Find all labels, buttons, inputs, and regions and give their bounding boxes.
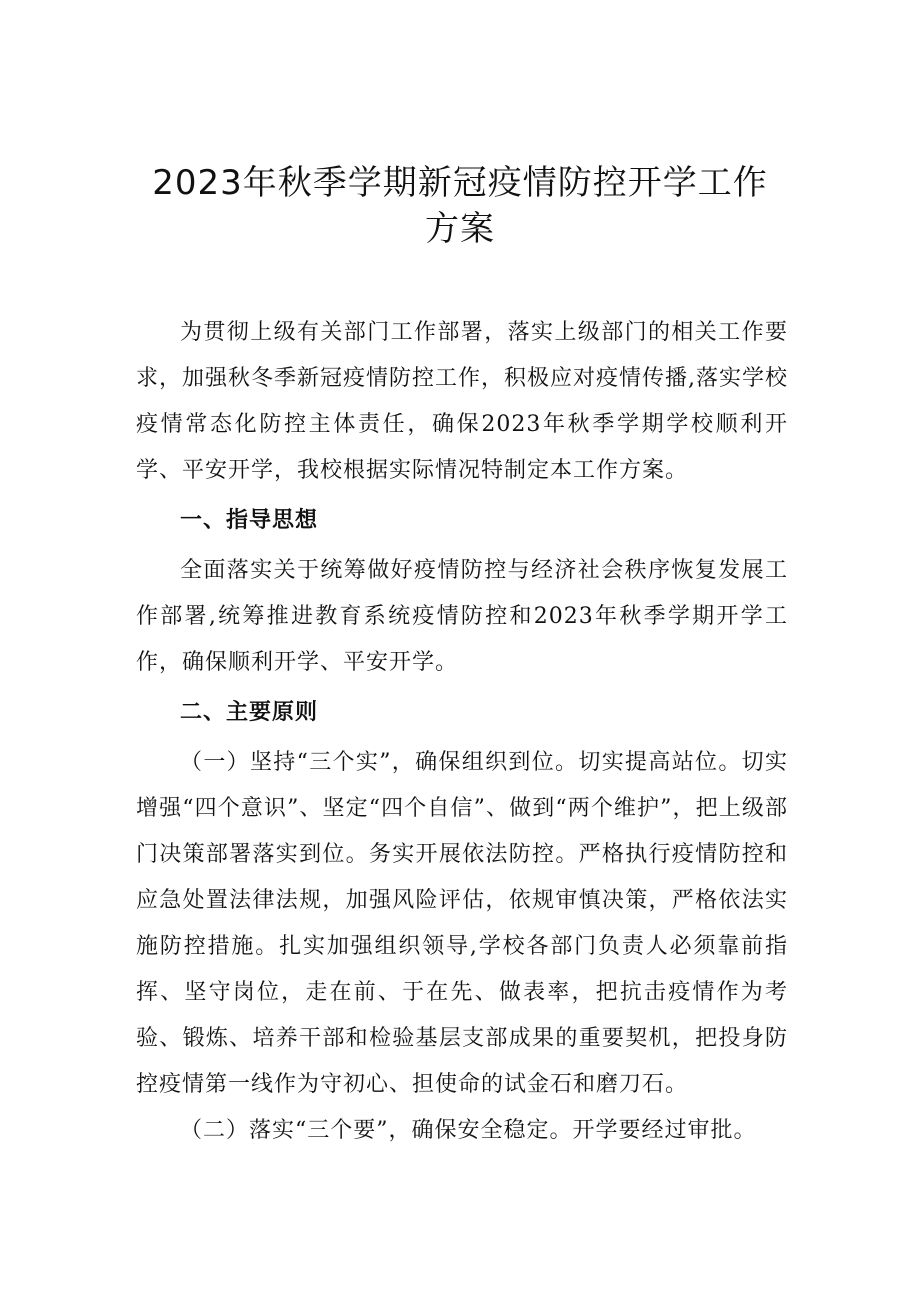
section2-paragraph-2: （二）落实“三个要”，确保安全稳定。开学要经过审批。 [180, 1118, 757, 1143]
section1-paragraph: 全面落实关于统筹做好疫情防控与经济社会秩序恢复发展工作部署,统筹推进教育系统疫情防控和2023年秋季学期开学工作，确保顺利开学、平安开学。 [136, 558, 788, 675]
document-title: 2023年秋季学期新冠疫情防控开学工作方案 [152, 163, 768, 249]
section-heading-guiding-ideology: 一、指导思想 [180, 508, 319, 533]
intro-paragraph: 为贯彻上级有关部门工作部署，落实上级部门的相关工作要求，加强秋冬季新冠疫情防控工作，积极应对疫情传播,落实学校疫情常态化防控主体责任，确保2023年秋季学期学校顺利开学、平安开学，我校根据实际情况特制定本工作方案。 [136, 320, 788, 483]
document-body [136, 310, 788, 1154]
section-heading-main-principles: 二、主要原则 [180, 700, 319, 725]
section2-paragraph-1: （一）坚持“三个实”，确保组织到位。切实提高站位。切实增强“四个意识”、坚定“四个自信”、做到“两个维护”，把上级部门决策部署落实到位。务实开展依法防控。严格执行疫情防控和应急处置法律法规，加强风险评估，依规审慎决策，严格依法实施防控措施。扎实加强组织领导,学校各部门负责人必须靠前指挥、坚守岗位，走在前、于在先、做表率，把抗击疫情作为考验、锻炼、培养干部和检验基层支部成果的重要契机，把投身防控疫情第一线作为守初心、担使命的试金石和磨刀石。 [136, 750, 788, 1097]
